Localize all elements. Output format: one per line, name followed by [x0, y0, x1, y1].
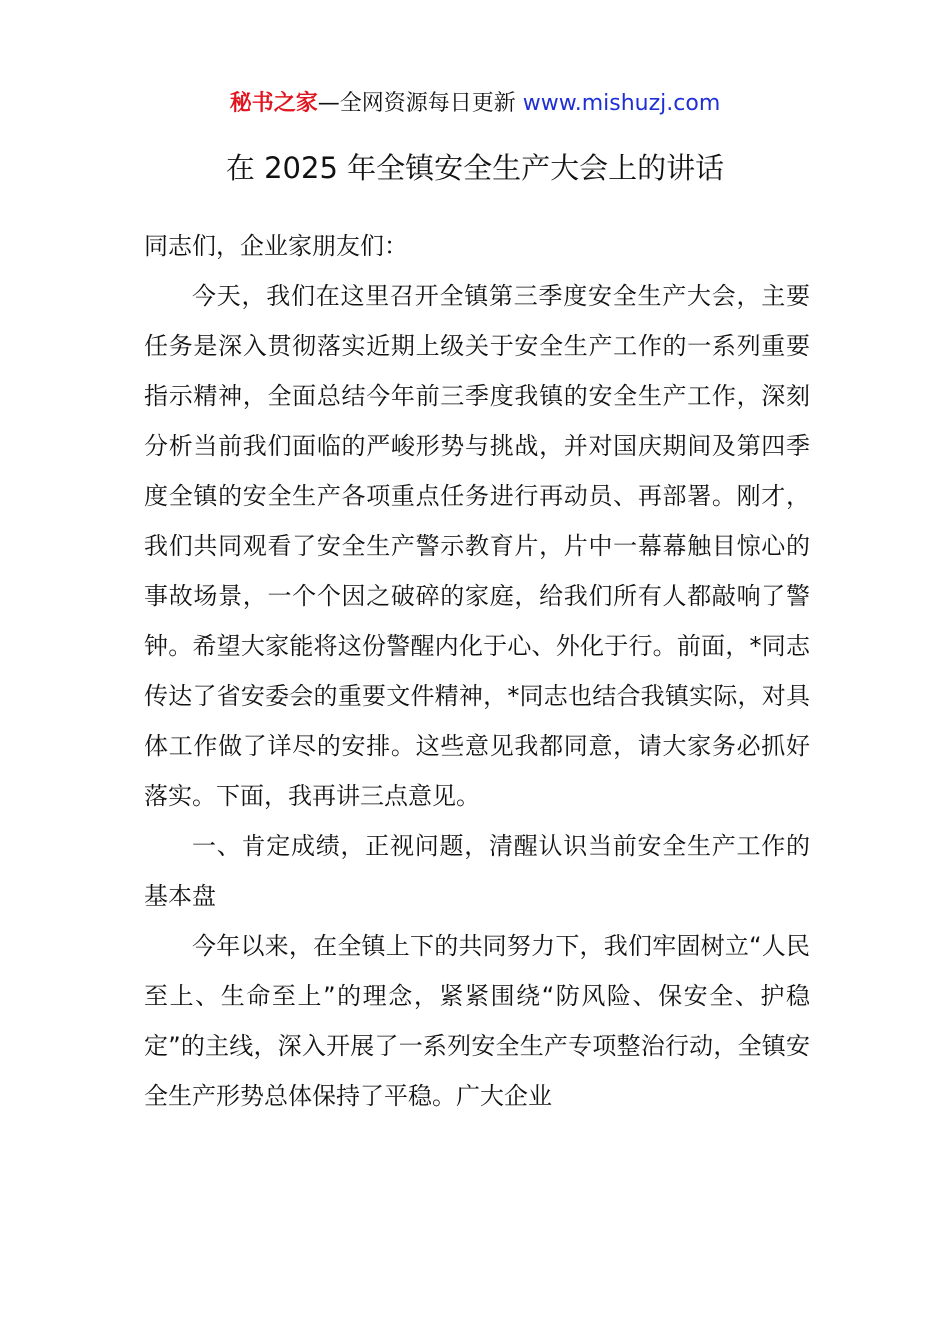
salutation: 同志们，企业家朋友们： [144, 232, 408, 260]
paragraph-section-1: 今年以来，在全镇上下的共同努力下，我们牢固树立“人民至上、生命至上”的理念，紧紧围绕“防风险、保安全、护稳定”的主线，深入开展了一系列安全生产专项整治行动，全镇安全生产形势总体保持了平稳。广大企业 [144, 932, 810, 1110]
site-tagline: —全网资源每日更新 [317, 91, 523, 116]
brand-name: 秘书之家 [229, 91, 318, 116]
site-url-link[interactable]: www.mishuzj.com [522, 91, 721, 116]
section-heading-1: 一、肯定成绩，正视问题，清醒认识当前安全生产工作的基本盘 [144, 832, 810, 910]
document-title: 在 2025 年全镇安全生产大会上的讲话 [225, 151, 725, 185]
document-body [144, 221, 810, 1121]
site-header [0, 86, 950, 122]
paragraph-intro: 今天，我们在这里召开全镇第三季度安全生产大会，主要任务是深入贯彻落实近期上级关于安全生产工作的一系列重要指示精神，全面总结今年前三季度我镇的安全生产工作，深刻分析当前我们面临的严峻形势与挑战，并对国庆期间及第四季度全镇的安全生产各项重点任务进行再动员、再部署。刚才，我们共同观看了安全生产警示教育片，片中一幕幕触目惊心的事故场景，一个个因之破碎的家庭，给我们所有人都敲响了警钟。希望大家能将这份警醒内化于心、外化于行。前面，*同志传达了省安委会的重要文件精神，*同志也结合我镇实际，对具体工作做了详尽的安排。这些意见我都同意，请大家务必抓好落实。下面，我再讲三点意见。 [144, 282, 810, 810]
